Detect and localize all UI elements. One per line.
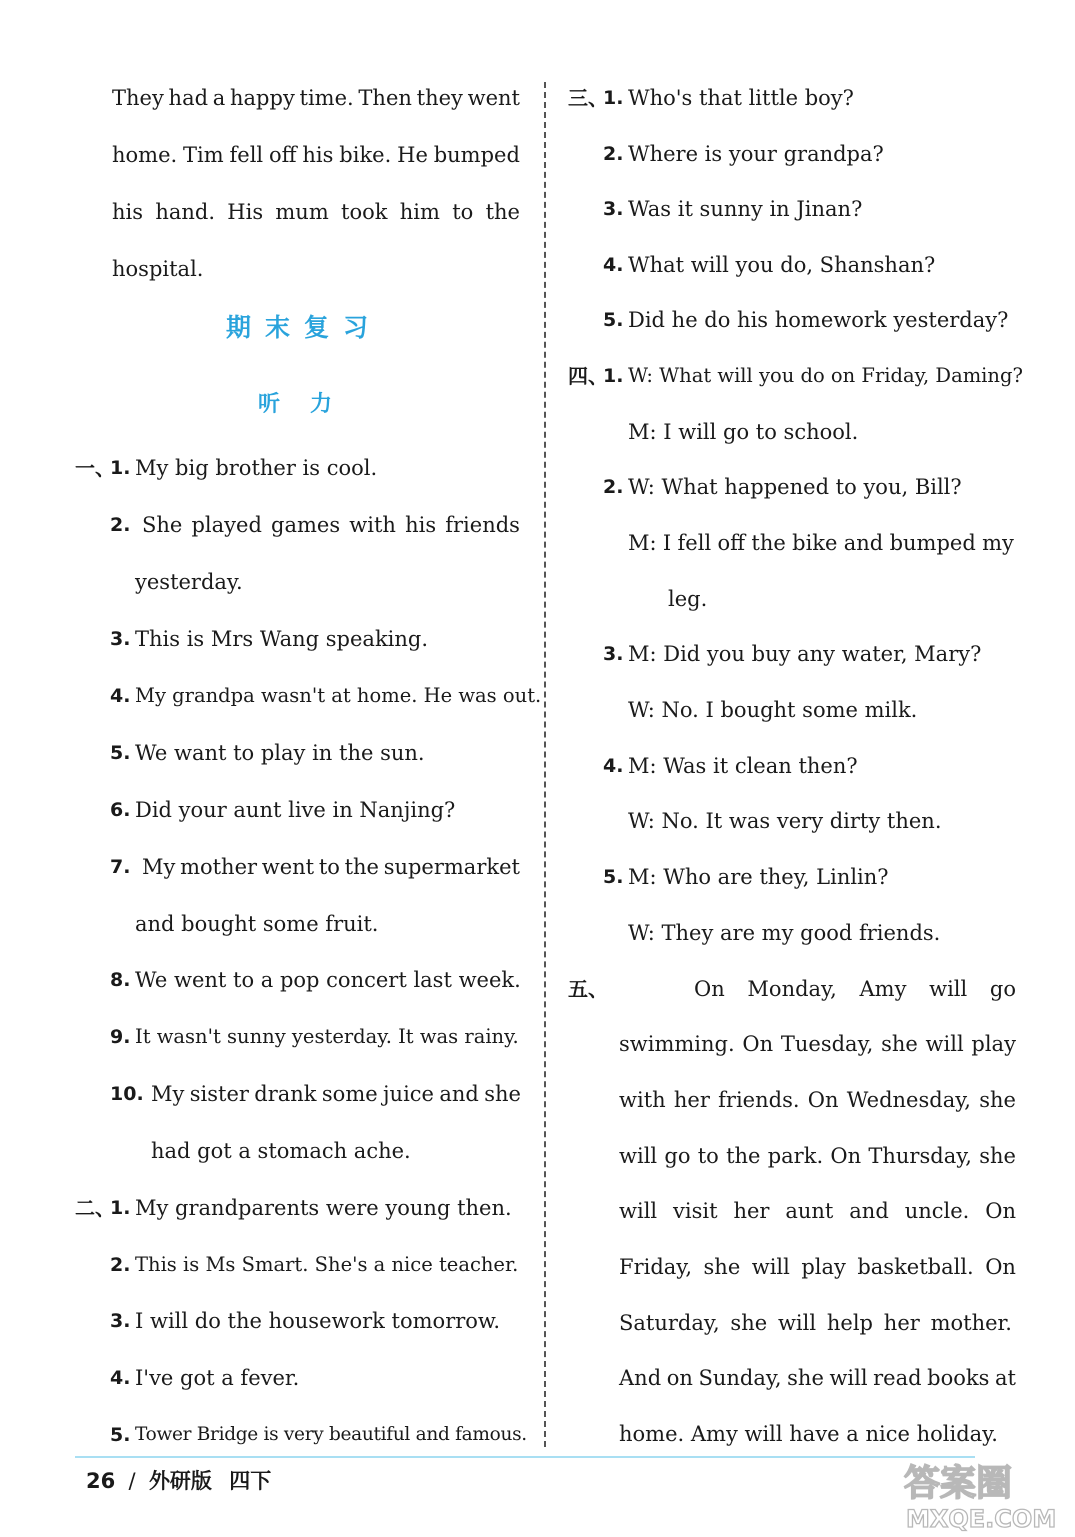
word: will xyxy=(751,1255,790,1279)
word: drank xyxy=(254,1082,317,1106)
word: to xyxy=(452,200,474,224)
word: hand. xyxy=(155,200,216,224)
word: sister xyxy=(189,1082,249,1106)
section-heading-review: 期末复习 xyxy=(226,313,383,342)
dialogue-line: W: No. It was very dirty then. xyxy=(628,809,942,833)
item-number: 10. xyxy=(110,1083,144,1105)
passage-line xyxy=(619,1309,1012,1337)
word: will xyxy=(925,1032,964,1056)
word: On xyxy=(807,1088,839,1112)
word: His xyxy=(227,200,264,224)
word: my xyxy=(982,531,1014,555)
word: the xyxy=(344,855,379,879)
word: park. xyxy=(767,1144,824,1168)
word: on xyxy=(666,1366,693,1390)
word: supermarket xyxy=(383,855,520,879)
word: went xyxy=(467,86,520,110)
dialogue-line: M: Was it clean then? xyxy=(628,754,858,778)
word: On xyxy=(985,1199,1016,1223)
item-number: 5. xyxy=(110,742,131,764)
word: the xyxy=(485,200,520,224)
watermark-bottom-text: MXQE.COM xyxy=(906,1505,1057,1533)
dialogue-line: W: What happened to you, Bill? xyxy=(628,475,962,499)
item-number: 4. xyxy=(110,685,131,707)
word: bike xyxy=(792,531,838,555)
section-marker-5: 五、 xyxy=(568,977,608,1001)
item-text: Did your aunt live in Nanjing? xyxy=(135,798,456,822)
edition-label: 外研版 xyxy=(148,1469,212,1493)
word: Thursday, xyxy=(868,1144,972,1168)
word: swimming. xyxy=(619,1032,735,1056)
word: I xyxy=(662,531,672,555)
word: and xyxy=(849,1199,889,1223)
dialogue-line: W: What will you do on Friday, Daming? xyxy=(628,364,1023,387)
item-text: What will you do, Shanshan? xyxy=(628,253,936,277)
word: She xyxy=(142,513,183,537)
dialogue-line: leg. xyxy=(668,587,708,611)
column-divider xyxy=(544,82,546,1447)
word: Wednesday, xyxy=(846,1088,971,1112)
passage-line xyxy=(619,1086,1016,1114)
item-text: had got a stomach ache. xyxy=(151,1139,411,1163)
word: some xyxy=(321,1082,378,1106)
word: Tim xyxy=(183,143,224,167)
passage-line: home. Amy will have a nice holiday. xyxy=(619,1422,998,1446)
word: with xyxy=(619,1088,666,1112)
passage-line xyxy=(619,1142,1016,1170)
word: My xyxy=(151,1082,185,1106)
word: time. xyxy=(299,86,354,110)
item-text: This is Ms Smart. She's a nice teacher. xyxy=(135,1253,519,1276)
word: juice xyxy=(383,1082,434,1106)
word: On xyxy=(742,1032,774,1056)
word: Sunday, xyxy=(698,1366,782,1390)
word: Saturday, xyxy=(619,1311,720,1335)
item-number: 1. xyxy=(110,1197,131,1219)
page-number: 26 xyxy=(86,1469,116,1493)
item-text: Where is your grandpa? xyxy=(628,142,884,166)
item-number: 2. xyxy=(603,143,624,165)
section-marker-2: 二、 xyxy=(75,1196,115,1220)
item-number: 1. xyxy=(603,365,624,387)
intro-line xyxy=(112,198,520,226)
word: bike. xyxy=(339,143,392,167)
item-number: 5. xyxy=(110,1424,131,1446)
word: she xyxy=(979,1088,1016,1112)
intro-line xyxy=(112,141,520,169)
passage-line xyxy=(694,975,1016,1003)
watermark-top-text: 答案圈 xyxy=(904,1463,1013,1504)
word: had xyxy=(168,86,209,110)
item-text xyxy=(142,511,520,539)
word: On xyxy=(985,1255,1016,1279)
item-text: My grandparents were young then. xyxy=(135,1196,512,1220)
word: will xyxy=(619,1199,658,1223)
dialogue-line: W: No. I bought some milk. xyxy=(628,698,918,722)
word: play xyxy=(971,1032,1016,1056)
item-text xyxy=(151,1080,521,1108)
dialogue-line: W: They are my good friends. xyxy=(628,921,941,945)
word: to xyxy=(697,1144,719,1168)
word: M: xyxy=(628,531,657,555)
watermark-logo xyxy=(898,1455,1068,1533)
item-text: yesterday. xyxy=(135,570,243,594)
word: her xyxy=(883,1311,920,1335)
word: she xyxy=(730,1311,768,1335)
word: go xyxy=(664,1144,691,1168)
word: They xyxy=(112,86,164,110)
word: bumped xyxy=(889,531,976,555)
word: mother xyxy=(180,855,258,879)
word: bumped xyxy=(433,143,520,167)
item-number: 3. xyxy=(603,643,624,665)
word: went xyxy=(261,855,315,879)
item-text: and bought some fruit. xyxy=(135,912,379,936)
item-text: Was it sunny in Jinan? xyxy=(628,197,863,221)
word: go xyxy=(989,977,1016,1001)
word: his xyxy=(112,200,144,224)
word: with xyxy=(349,513,396,537)
word: Monday, xyxy=(747,977,837,1001)
word: they xyxy=(416,86,463,110)
item-text: My big brother is cool. xyxy=(135,456,378,480)
word: play xyxy=(801,1255,846,1279)
word: she xyxy=(881,1032,918,1056)
item-text: Did he do his homework yesterday? xyxy=(628,308,1009,332)
word: Amy xyxy=(859,977,907,1001)
word: she xyxy=(979,1144,1016,1168)
word: friends xyxy=(445,513,520,537)
word: she xyxy=(787,1366,824,1390)
word: off xyxy=(269,143,297,167)
page-footer xyxy=(86,1467,271,1495)
item-number: 5. xyxy=(603,309,624,331)
word: mother. xyxy=(930,1311,1012,1335)
word: books xyxy=(927,1366,990,1390)
section-marker-3: 三、 xyxy=(568,86,608,110)
watermark-logo-icon xyxy=(898,1455,1068,1533)
item-text: My grandpa wasn't at home. He was out. xyxy=(135,684,542,707)
word: games xyxy=(271,513,341,537)
word: will xyxy=(929,977,968,1001)
word: fell xyxy=(229,143,264,167)
item-text xyxy=(142,853,520,881)
word: friends. xyxy=(718,1088,800,1112)
word: aunt xyxy=(785,1199,834,1223)
word: And xyxy=(619,1366,662,1390)
word: at xyxy=(994,1366,1016,1390)
word: his xyxy=(302,143,334,167)
word: played xyxy=(191,513,262,537)
word: will xyxy=(619,1144,658,1168)
item-text: I've got a fever. xyxy=(135,1366,300,1390)
item-number: 2. xyxy=(603,476,624,498)
word: uncle. xyxy=(904,1199,970,1223)
dialogue-line: M: Did you buy any water, Mary? xyxy=(628,642,982,666)
dialogue-line xyxy=(628,529,1014,557)
footer-rule xyxy=(75,1456,975,1458)
word: basketball. xyxy=(857,1255,974,1279)
passage-line xyxy=(619,1364,1016,1392)
word: Tuesday, xyxy=(780,1032,874,1056)
word: Then xyxy=(358,86,412,110)
word: happy xyxy=(230,86,295,110)
item-text: We went to a pop concert last week. xyxy=(135,968,521,992)
word: will xyxy=(829,1366,868,1390)
item-text: It wasn't sunny yesterday. It was rainy. xyxy=(135,1025,519,1048)
item-number: 5. xyxy=(603,866,624,888)
item-text: Tower Bridge is very beautiful and famous. xyxy=(135,1424,527,1445)
item-number: 4. xyxy=(603,755,624,777)
word: will xyxy=(777,1311,817,1335)
word: her xyxy=(673,1088,710,1112)
word: and xyxy=(439,1082,479,1106)
intro-line: hospital. xyxy=(112,257,204,281)
item-number: 6. xyxy=(110,799,131,821)
word: a xyxy=(212,86,226,110)
word: him xyxy=(399,200,440,224)
word: she xyxy=(703,1255,741,1279)
passage-line xyxy=(619,1197,1016,1225)
dialogue-line: M: I will go to school. xyxy=(628,420,859,444)
passage-line xyxy=(619,1253,1016,1281)
word: help xyxy=(826,1311,873,1335)
item-number: 9. xyxy=(110,1026,131,1048)
word: fell xyxy=(677,531,712,555)
item-text: Who's that little boy? xyxy=(628,86,854,110)
item-number: 4. xyxy=(110,1367,131,1389)
section-heading-listening: 听力 xyxy=(258,392,363,417)
word: his xyxy=(405,513,437,537)
item-number: 1. xyxy=(603,87,624,109)
item-number: 8. xyxy=(110,969,131,991)
dialogue-line: M: Who are they, Linlin? xyxy=(628,865,889,889)
word: she xyxy=(484,1082,521,1106)
word: mum xyxy=(275,200,329,224)
section-marker-4: 四、 xyxy=(568,364,608,388)
item-text: We want to play in the sun. xyxy=(135,741,425,765)
item-text: I will do the housework tomorrow. xyxy=(135,1309,501,1333)
word: the xyxy=(751,531,786,555)
item-number: 2. xyxy=(110,514,131,536)
word: My xyxy=(142,855,176,879)
item-number: 3. xyxy=(110,1310,131,1332)
passage-line xyxy=(619,1030,1016,1058)
item-number: 3. xyxy=(603,198,624,220)
footer-slash: / xyxy=(128,1469,136,1493)
word: On xyxy=(694,977,725,1001)
grade-label: 四下 xyxy=(229,1469,272,1493)
word: On xyxy=(830,1144,862,1168)
word: He xyxy=(397,143,428,167)
word: off xyxy=(717,531,746,555)
intro-line xyxy=(112,84,520,112)
item-number: 2. xyxy=(110,1254,131,1276)
word: read xyxy=(873,1366,922,1390)
item-text: This is Mrs Wang speaking. xyxy=(135,627,429,651)
word: took xyxy=(341,200,388,224)
item-number: 3. xyxy=(110,628,131,650)
section-marker-1: 一、 xyxy=(75,456,115,480)
word: home. xyxy=(112,143,178,167)
word: the xyxy=(726,1144,761,1168)
item-number: 1. xyxy=(110,457,131,479)
word: visit xyxy=(673,1199,718,1223)
item-number: 7. xyxy=(110,856,131,878)
word: and xyxy=(843,531,884,555)
word: her xyxy=(733,1199,770,1223)
word: to xyxy=(318,855,340,879)
item-number: 4. xyxy=(603,254,624,276)
word: Friday, xyxy=(619,1255,693,1279)
